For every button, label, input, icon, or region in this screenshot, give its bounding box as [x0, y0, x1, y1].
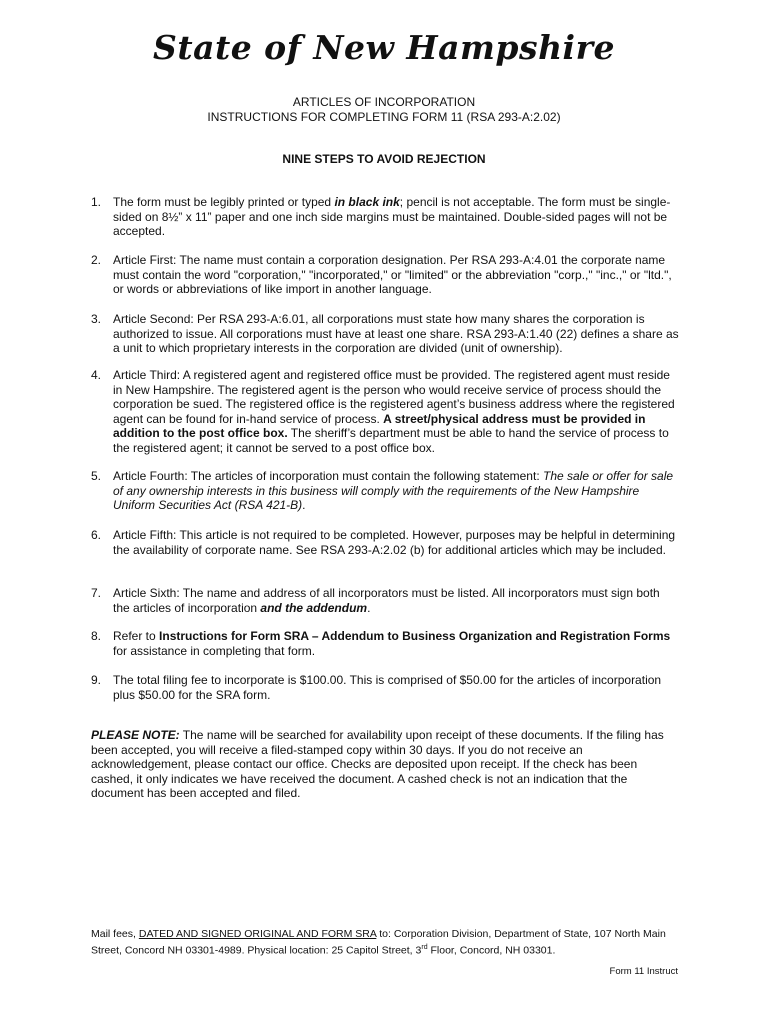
step-emphasis: Instructions for Form SRA – Addendum to Business Organization and Registration Forms	[159, 629, 671, 643]
section-heading: NINE STEPS TO AVOID REJECTION	[282, 152, 486, 166]
mailing-superscript: rd	[421, 944, 428, 951]
step-emphasis: The sale or offer for sale of any ownership interests in this business will comply with the requirements of the New Hampshire Uniform Securities Act (RSA 421-B)	[113, 469, 674, 513]
step-text: Article First: The name must contain a corporation designation. Per RSA 293-A:4.01 the corporate name must contain the word "corporation," "incorporated," or "limited" or the abbreviation "corp.," "inc.," or "ltd.", or words or abbreviations of like import in another language.	[113, 253, 672, 297]
step-number: 2.	[91, 253, 102, 267]
step-text-part: Refer to	[113, 629, 160, 643]
step-text-part: Article Sixth: The name and address of all incorporators must be listed. All incorporators must sign both the articles of incorporation	[113, 586, 660, 615]
step-number: 5.	[91, 469, 102, 483]
step-number: 4.	[91, 368, 102, 382]
step-text-part: Article Fourth: The articles of incorporation must contain the following statement:	[113, 469, 543, 483]
step-text	[113, 586, 679, 615]
step-number: 3.	[91, 312, 102, 326]
step-text-part: The form must be legibly printed or typed	[113, 195, 335, 209]
step-text-part: ; pencil is not acceptable. The form must be single-sided on 8½” x 11” paper and one inch side margins must be maintained. Double-sided pages will not be accepted.	[113, 195, 671, 239]
state-title: State of New Hampshire	[153, 28, 615, 67]
please-note-paragraph	[91, 728, 681, 801]
mailing-text: Mail fees,	[91, 928, 139, 940]
document-form-reference: INSTRUCTIONS FOR COMPLETING FORM 11 (RSA 293-A:2.02)	[207, 110, 561, 124]
document-subtitle: ARTICLES OF INCORPORATION	[292, 95, 476, 109]
step-number: 7.	[91, 586, 102, 600]
step-number: 1.	[91, 195, 102, 209]
step-text: Article Second: Per RSA 293-A:6.01, all corporations must state how many shares the corporation is authorized to issue. All corporations must have at least one share. RSA 293-A:1.40 (22) defines a share as a unit to which proprietary interests in the corporation are divided (unit of ownership).	[113, 312, 679, 356]
step-text	[113, 469, 679, 513]
step-text	[113, 195, 679, 239]
form-footer-label: Form 11 Instruct	[609, 966, 678, 977]
step-text	[113, 629, 679, 658]
step-emphasis: and the addendum	[260, 600, 368, 615]
mailing-underlined: DATED AND SIGNED ORIGINAL AND FORM SRA	[138, 928, 377, 940]
please-note-text: The name will be searched for availability upon receipt of these documents. If the filing has been accepted, you will receive a filed-stamped copy within 30 days. If you do not receive an acknowledgement, please contact our office. Checks are deposited upon receipt. If the check has been cashed, it only indicates we have received the document. A cashed check is not an indication that the document has been accepted and filed.	[91, 728, 664, 801]
step-number: 9.	[91, 673, 102, 687]
step-text-part: .	[302, 498, 306, 513]
step-number: 8.	[91, 629, 102, 643]
step-emphasis: in black ink	[334, 195, 400, 209]
step-text: Article Fifth: This article is not required to be completed. However, purposes may be helpful in determining the availability of corporate name. See RSA 293-A:2.02 (b) for additional articles which may be included.	[113, 528, 676, 557]
mailing-text: to: Corporation Division, Department of State, 107 North Main Street, Concord NH 03301-4989. Physical location: 25 Capitol Street, 3	[91, 928, 666, 957]
step-text-part: Article Third: A registered agent and registered office must be provided. The registered agent must reside in New Hampshire. The registered agent is the person who would receive service of process should the corporation be sued. The registered office is the registered agent’s business address where the registered agent can be found for in-hand service of process.	[113, 368, 675, 426]
mailing-instructions	[91, 927, 691, 958]
step-emphasis: A street/physical address must be provided in addition to the post office box.	[113, 411, 646, 441]
step-text-part: for assistance in completing that form.	[113, 643, 316, 658]
step-text	[113, 368, 679, 456]
step-text: The total filing fee to incorporate is $100.00. This is comprised of $50.00 for the articles of incorporation plus $50.00 for the SRA form.	[113, 673, 662, 702]
step-text-part: .	[367, 600, 371, 615]
step-number: 6.	[91, 528, 102, 542]
please-note-label: PLEASE NOTE:	[91, 728, 180, 742]
step-text-part: The sheriff’s department must be able to hand the service of process to the registered agent; it cannot be served to a post office box.	[113, 426, 669, 455]
mailing-text: Floor, Concord, NH 03301.	[427, 944, 556, 957]
